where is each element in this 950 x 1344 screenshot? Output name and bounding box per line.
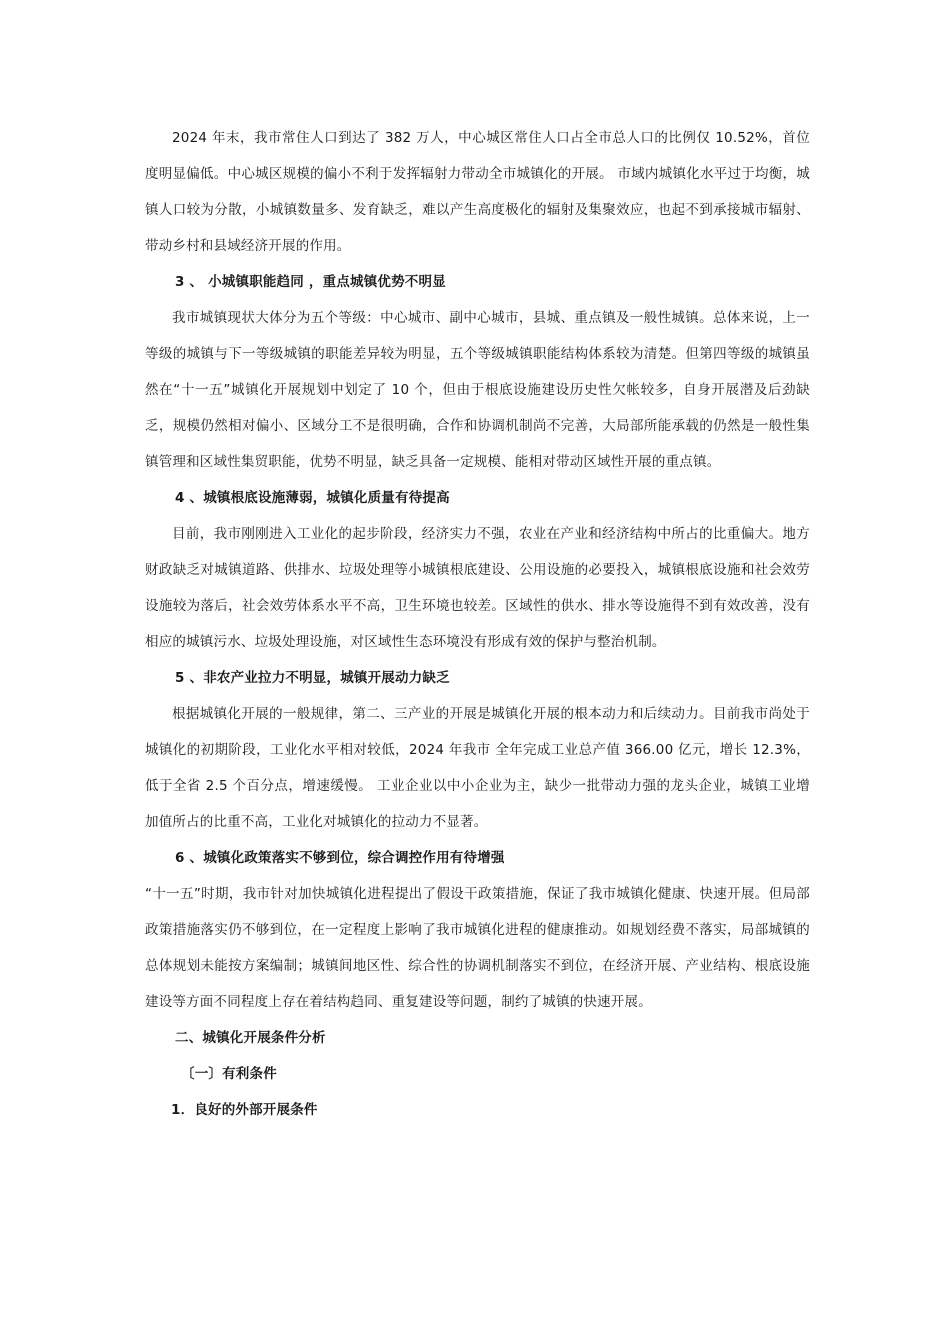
heading-section-4: 4 、城镇根底设施薄弱，城镇化质量有待提高 <box>175 490 450 506</box>
paragraph-industry: 根据城镇化开展的一般规律，第二、三产业的开展是城镇化开展的根本动力和后续动力。目前我市尚处于城镇化的初期阶段，工业化水平相对较低，2024 年我市 全年完成工业总产值 366.00 亿元，增长 12.3%，低于全省 2.5 个百分点，增速缓慢。 工业企业以中小企业为主，缺少一批带动力强的龙头企业，城镇工业增加值所占的比重不高，工业化对城镇化的拉动力不显著。 <box>145 706 810 830</box>
heading-part-2: 二、城镇化开展条件分析 <box>175 1030 326 1046</box>
paragraph-town-levels: 我市城镇现状大体分为五个等级：中心城市、副中心城市，县城、重点镇及一般性城镇。总体来说，上一等级的城镇与下一等级城镇的职能差异较为明显，五个等级城镇职能结构体系较为清楚。但第四等级的城镇虽然在“十一五”城镇化开展规划中划定了 10 个，但由于根底设施建设历史性欠帐较多，自身开展潜及后劲缺乏，规模仍然相对偏小、区域分工不是很明确，合作和协调机制尚不完善，大局部所能承载的仍然是一般性集镇管理和区域性集贸职能，优势不明显，缺乏具备一定规模、能相对带动区域性开展的重点镇。 <box>145 310 810 470</box>
heading-favorable-conditions: 〔一〕有利条件 <box>181 1066 277 1082</box>
paragraph-population: 2024 年末，我市常住人口到达了 382 万人，中心城区常住人口占全市总人口的比例仅 10.52%，首位度明显偏低。中心城区规模的偏小不利于发挥辐射力带动全市城镇化的开展。 市域内城镇化水平过于均衡，城镇人口较为分散，小城镇数量多、发育缺乏，难以产生高度极化的辐射及集聚效应，也起不到承接城市辐射、带动乡村和县域经济开展的作用。 <box>145 130 810 254</box>
heading-external-conditions: 1．良好的外部开展条件 <box>171 1102 318 1118</box>
heading-section-6: 6 、城镇化政策落实不够到位，综合调控作用有待增强 <box>175 850 505 866</box>
paragraph-policy: “十一五”时期，我市针对加快城镇化进程提出了假设干政策措施，保证了我市城镇化健康、快速开展。但局部政策措施落实仍不够到位，在一定程度上影响了我市城镇化进程的健康推动。如规划经费不落实，局部城镇的总体规划未能按方案编制；城镇间地区性、综合性的协调机制落实不到位，在经济开展、产业结构、根底设施建设等方面不同程度上存在着结构趋同、重复建设等问题，制约了城镇的快速开展。 <box>145 886 810 1010</box>
heading-section-3: 3 、 小城镇职能趋同 ，重点城镇优势不明显 <box>175 274 446 290</box>
document-body <box>145 120 810 1128</box>
heading-section-5: 5 、非农产业拉力不明显，城镇开展动力缺乏 <box>175 670 450 686</box>
paragraph-infrastructure: 目前，我市刚刚进入工业化的起步阶段，经济实力不强，农业在产业和经济结构中所占的比重偏大。地方财政缺乏对城镇道路、供排水、垃圾处理等小城镇根底建设、公用设施的必要投入，城镇根底设施和社会效劳设施较为落后，社会效劳体系水平不高，卫生环境也较差。区域性的供水、排水等设施得不到有效改善，没有相应的城镇污水、垃圾处理设施，对区域性生态环境没有形成有效的保护与整治机制。 <box>145 526 810 650</box>
